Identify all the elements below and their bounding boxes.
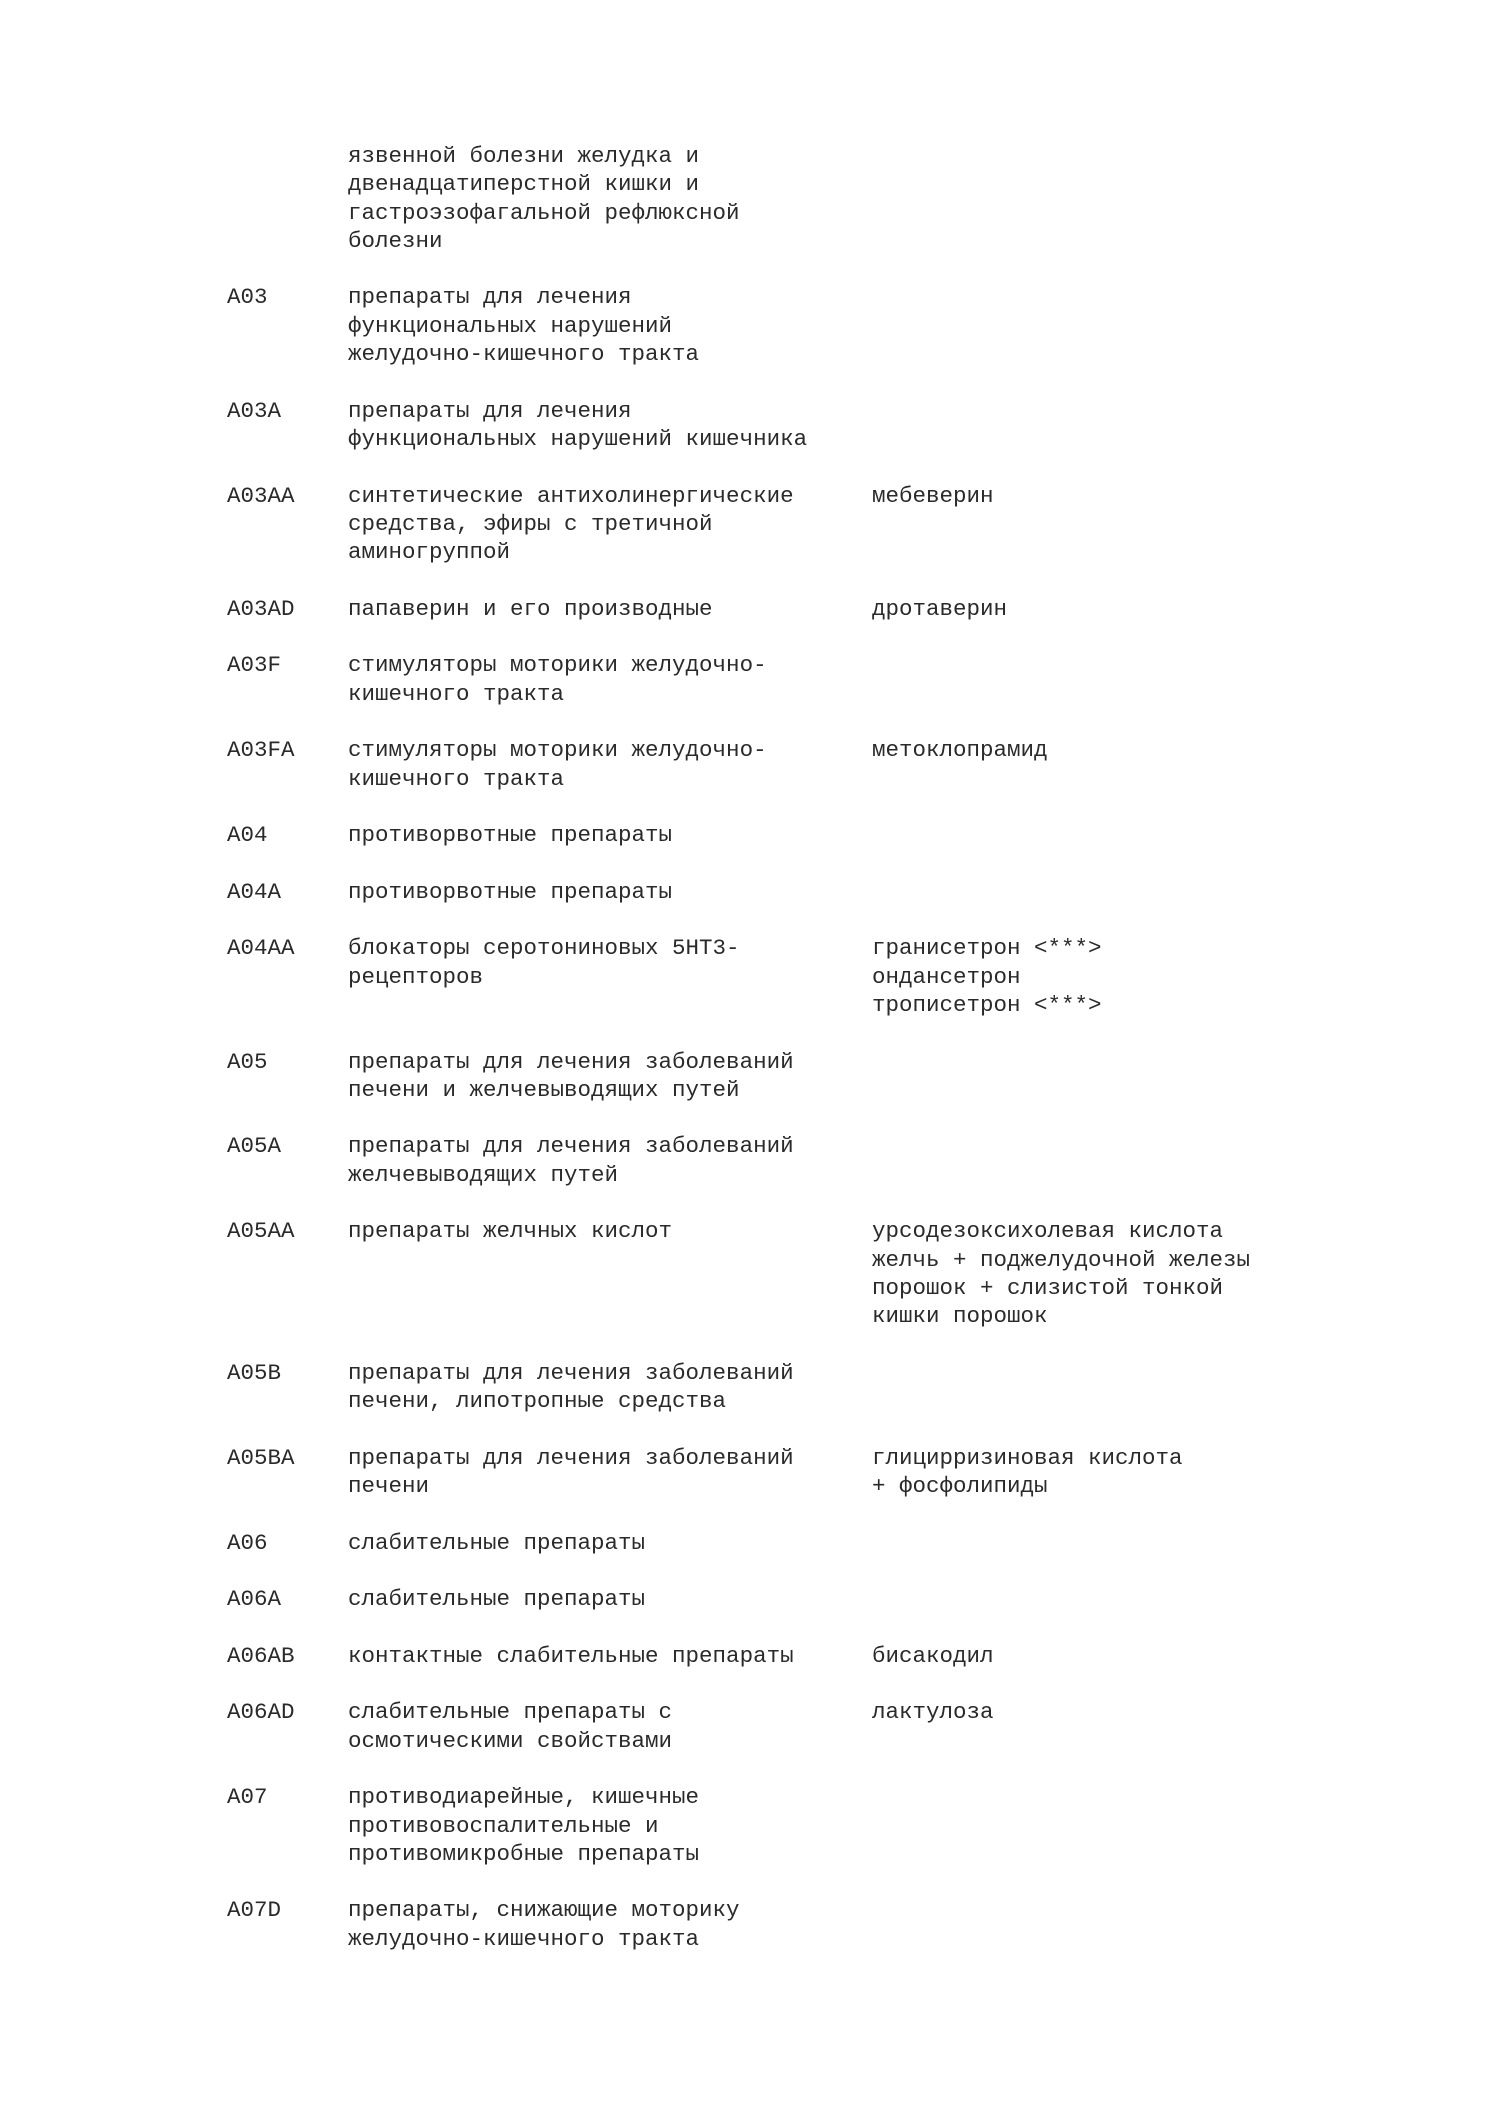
drug-names xyxy=(872,595,1427,623)
description-line: препараты для лечения xyxy=(348,284,632,311)
description-line: осмотическими свойствами xyxy=(348,1727,673,1754)
atc-code: A04AA xyxy=(227,935,295,962)
description-line: печени и желчевыводящих путей xyxy=(348,1076,740,1103)
classification-row xyxy=(227,1529,1427,1557)
atc-code: A05AA xyxy=(227,1218,295,1245)
description-line: синтетические антихолинергические xyxy=(348,482,794,509)
description-line: препараты для лечения заболеваний xyxy=(348,1359,794,1386)
classification-row xyxy=(227,595,1427,623)
atc-code: A06 xyxy=(227,1529,268,1556)
atc-code: A05 xyxy=(227,1048,268,1075)
group-description xyxy=(348,1896,872,1953)
description-line: язвенной болезни желудка и xyxy=(348,143,700,169)
group-description xyxy=(348,1217,872,1245)
atc-code: A03 xyxy=(227,284,268,311)
description-line: противорвотные препараты xyxy=(348,878,673,905)
atc-code: A03F xyxy=(227,652,282,679)
drug-name-line: ондансетрон xyxy=(872,963,1021,990)
group-description xyxy=(348,1132,872,1189)
drug-name-line: + фосфолипиды xyxy=(872,1472,1048,1499)
group-description xyxy=(348,1698,872,1755)
description-line: кишечного тракта xyxy=(348,765,565,792)
drug-names xyxy=(872,1698,1427,1726)
drug-names xyxy=(872,482,1427,510)
drug-name-line: лактулоза xyxy=(872,1699,994,1726)
description-line: противодиарейные, кишечные xyxy=(348,1784,700,1811)
classification-row xyxy=(227,142,1427,255)
group-description xyxy=(348,651,872,708)
drug-name-line: мебеверин xyxy=(872,482,994,509)
group-description xyxy=(348,1048,872,1105)
classification-row xyxy=(227,283,1427,368)
drug-names xyxy=(872,736,1427,764)
description-line: противорвотные препараты xyxy=(348,822,673,849)
classification-row xyxy=(227,1896,1427,1953)
description-line: аминогруппой xyxy=(348,539,511,566)
description-line: болезни xyxy=(348,227,443,254)
drug-name-line: гранисетрон <***> xyxy=(872,935,1102,962)
atc-code: A07 xyxy=(227,1784,268,1811)
group-description xyxy=(348,878,872,906)
atc-code: A03FA xyxy=(227,737,295,764)
atc-code: A03AA xyxy=(227,482,295,509)
classification-row xyxy=(227,1783,1427,1868)
drug-name-line: урсодезоксихолевая кислота xyxy=(872,1218,1224,1245)
description-line: средства, эфиры с третичной xyxy=(348,510,713,537)
group-description xyxy=(348,283,872,368)
description-line: желудочно-кишечного тракта xyxy=(348,1925,700,1952)
description-line: двенадцатиперстной кишки и xyxy=(348,171,700,198)
drug-name-line: порошок + слизистой тонкой xyxy=(872,1274,1224,1301)
atc-code: A04 xyxy=(227,822,268,849)
group-description xyxy=(348,1642,872,1670)
atc-code: A04A xyxy=(227,878,282,905)
description-line: препараты желчных кислот xyxy=(348,1218,673,1245)
description-line: гастроэзофагальной рефлюксной xyxy=(348,199,740,226)
drug-names xyxy=(872,934,1427,1019)
description-line: папаверин и его производные xyxy=(348,595,713,622)
classification-row xyxy=(227,1698,1427,1755)
description-line: функциональных нарушений кишечника xyxy=(348,425,808,452)
atc-code: A06A xyxy=(227,1586,282,1613)
atc-classification-list xyxy=(227,142,1427,1953)
description-line: препараты для лечения заболеваний xyxy=(348,1444,794,1471)
drug-name-line: дротаверин xyxy=(872,595,1008,622)
description-line: контактные слабительные препараты xyxy=(348,1642,794,1669)
drug-name-line: глицирризиновая кислота xyxy=(872,1444,1183,1471)
group-description xyxy=(348,934,872,991)
description-line: блокаторы серотониновых 5HT3- xyxy=(348,935,740,962)
drug-name-line: трописетрон <***> xyxy=(872,991,1102,1018)
atc-code: A03AD xyxy=(227,595,295,622)
group-description xyxy=(348,1585,872,1613)
description-line: стимуляторы моторики желудочно- xyxy=(348,737,767,764)
description-line: печени, липотропные средства xyxy=(348,1388,727,1415)
description-line: желудочно-кишечного тракта xyxy=(348,341,700,368)
description-line: слабительные препараты с xyxy=(348,1699,673,1726)
description-line: препараты для лечения заболеваний xyxy=(348,1133,794,1160)
classification-row xyxy=(227,1642,1427,1670)
drug-names xyxy=(872,1217,1427,1330)
group-description xyxy=(348,1783,872,1868)
classification-row xyxy=(227,1217,1427,1330)
atc-code: A07D xyxy=(227,1897,282,1924)
atc-code: A05A xyxy=(227,1133,282,1160)
description-line: стимуляторы моторики желудочно- xyxy=(348,652,767,679)
classification-row xyxy=(227,651,1427,708)
description-line: препараты, снижающие моторику xyxy=(348,1897,740,1924)
description-line: противомикробные препараты xyxy=(348,1840,700,1867)
group-description xyxy=(348,1529,872,1557)
classification-row xyxy=(227,821,1427,849)
classification-row xyxy=(227,736,1427,793)
description-line: препараты для лечения заболеваний xyxy=(348,1048,794,1075)
group-description xyxy=(348,482,872,567)
classification-row xyxy=(227,878,1427,906)
classification-row xyxy=(227,1132,1427,1189)
drug-names xyxy=(872,1642,1427,1670)
drug-name-line: бисакодил xyxy=(872,1642,994,1669)
drug-name-line: желчь + поджелудочной железы xyxy=(872,1246,1251,1273)
classification-row xyxy=(227,1048,1427,1105)
description-line: желчевыводящих путей xyxy=(348,1161,619,1188)
description-line: рецепторов xyxy=(348,963,484,990)
atc-code: A06AB xyxy=(227,1642,295,1669)
description-line: противовоспалительные и xyxy=(348,1812,659,1839)
group-description xyxy=(348,142,872,255)
atc-code: A03A xyxy=(227,397,282,424)
group-description xyxy=(348,1359,872,1416)
group-description xyxy=(348,821,872,849)
description-line: слабительные препараты xyxy=(348,1586,646,1613)
description-line: печени xyxy=(348,1472,430,1499)
description-line: функциональных нарушений xyxy=(348,312,673,339)
group-description xyxy=(348,595,872,623)
description-line: слабительные препараты xyxy=(348,1529,646,1556)
atc-code: A05BA xyxy=(227,1444,295,1471)
group-description xyxy=(348,397,872,454)
drug-name-line: кишки порошок xyxy=(872,1303,1048,1330)
drug-names xyxy=(872,1444,1427,1501)
classification-row xyxy=(227,482,1427,567)
atc-code: A06AD xyxy=(227,1699,295,1726)
atc-code: A05B xyxy=(227,1359,282,1386)
drug-name-line: метоклопрамид xyxy=(872,737,1048,764)
description-line: кишечного тракта xyxy=(348,680,565,707)
description-line: препараты для лечения xyxy=(348,397,632,424)
classification-row xyxy=(227,1444,1427,1501)
classification-row xyxy=(227,1585,1427,1613)
group-description xyxy=(348,1444,872,1501)
classification-row xyxy=(227,397,1427,454)
group-description xyxy=(348,736,872,793)
classification-row xyxy=(227,934,1427,1019)
classification-row xyxy=(227,1359,1427,1416)
